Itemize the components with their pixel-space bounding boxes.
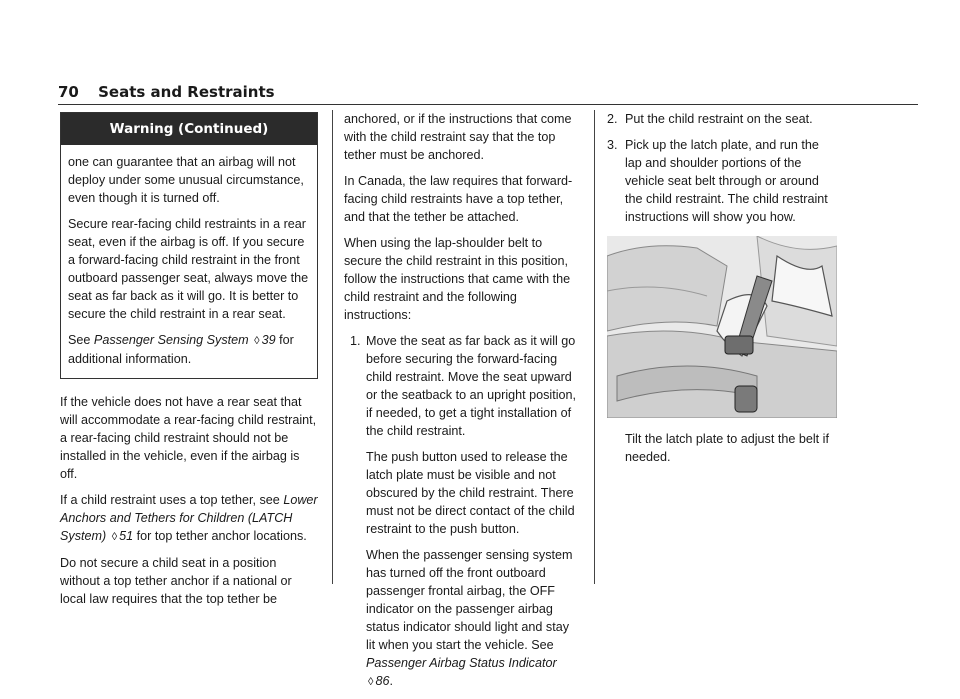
body-paragraph: anchored, or if the instructions that come with the child restraint say that the top tether must be anchored.: [344, 112, 572, 162]
body-paragraph: Do not secure a child seat in a position without a top tether anchor if a national or local law requires that the top tether be: [60, 556, 292, 606]
step-number: 1.: [350, 334, 361, 348]
column-divider: [594, 110, 595, 584]
list-item: [607, 110, 839, 128]
warning-paragraph: one can guarantee that an airbag will not deploy under some unusual circumstance, even though it is turned off.: [68, 155, 304, 205]
step-text: Put the child restraint on the seat.: [625, 112, 813, 126]
step-text: Move the seat as far back as it will go before securing the forward-facing child restraint. Move the seat upward or the seatback to an upright position, if needed, to get a tight installation of the child restraint.: [366, 334, 577, 438]
body-paragraph: If a child restraint uses a top tether, see Lower Anchors and Tethers for Children (LATCH System) ◊ 51 for top tether anchor locations.: [60, 493, 318, 543]
warning-see-paragraph: See Passenger Sensing System ◊ 39 for additional information.: [68, 333, 294, 366]
body-paragraph: Tilt the latch plate to adjust the belt if needed.: [625, 432, 829, 464]
body-paragraph: In Canada, the law requires that forward-facing child restraints have a top tether, and that the tether be attached.: [344, 174, 573, 224]
warning-paragraph: Secure rear-facing child restraints in a rear seat, even if the airbag is off. If you secure a forward-facing child restraint in the front outboard passenger seat, always move the seat as far back as it will go. It is better to secure the child restraint in a rear seat.: [68, 217, 309, 321]
list-item: [607, 136, 839, 226]
instruction-list: [344, 332, 580, 691]
warning-box: [60, 112, 318, 379]
cross-reference-link[interactable]: Passenger Sensing System: [93, 333, 249, 347]
instruction-list: [607, 110, 839, 226]
page-reference-icon: ◊: [254, 335, 260, 347]
header-rule: [58, 104, 918, 105]
step-text: When the passenger sensing system has turned off the front outboard passenger frontal airbag, the OFF indicator on the passenger airbag status indicator should light and stay lit when you start the vehicle. See Passenger Airbag Status Indicator ◊ 86.: [366, 548, 573, 688]
page-reference-number[interactable]: 86: [375, 674, 390, 688]
section-title: Seats and Restraints: [98, 83, 275, 101]
cross-reference-link[interactable]: Passenger Airbag Status Indicator: [366, 656, 557, 670]
cross-reference-link[interactable]: Lower Anchors and Tethers for Children (LATCH System): [60, 493, 318, 543]
page-header: [58, 83, 918, 101]
step-text: Pick up the latch plate, and run the lap and shoulder portions of the vehicle seat belt through or around the child restraint. The child restraint instructions will show you how.: [625, 138, 828, 224]
latch-plate-illustration: [607, 236, 837, 418]
column-1: [60, 112, 318, 616]
list-item: [344, 332, 580, 691]
step-text: The push button used to release the latch plate must be visible and not obscured by the child restraint. There must not be direct contact of the child restraint to the push button.: [366, 450, 575, 536]
step-number: 3.: [607, 138, 618, 152]
body-paragraph: If the vehicle does not have a rear seat that will accommodate a rear-facing child restraint, a rear-facing child restraint should not be installed in the vehicle, even if the airbag is off.: [60, 395, 317, 481]
column-2: [344, 110, 580, 699]
step-number: 2.: [607, 112, 618, 126]
page-number: 70: [58, 83, 79, 101]
page-reference-number[interactable]: 51: [119, 529, 134, 543]
column-3: [607, 110, 839, 474]
column-divider: [332, 110, 333, 584]
page-reference-icon: ◊: [111, 531, 118, 543]
body-paragraph: When using the lap-shoulder belt to secure the child restraint in this position, follow the instructions that came with the child restraint and the following instructions:: [344, 236, 571, 322]
page-reference-number[interactable]: 39: [261, 333, 276, 347]
page-reference-icon: ◊: [368, 676, 374, 688]
warning-body: [61, 145, 317, 378]
warning-title: Warning (Continued): [61, 113, 317, 145]
